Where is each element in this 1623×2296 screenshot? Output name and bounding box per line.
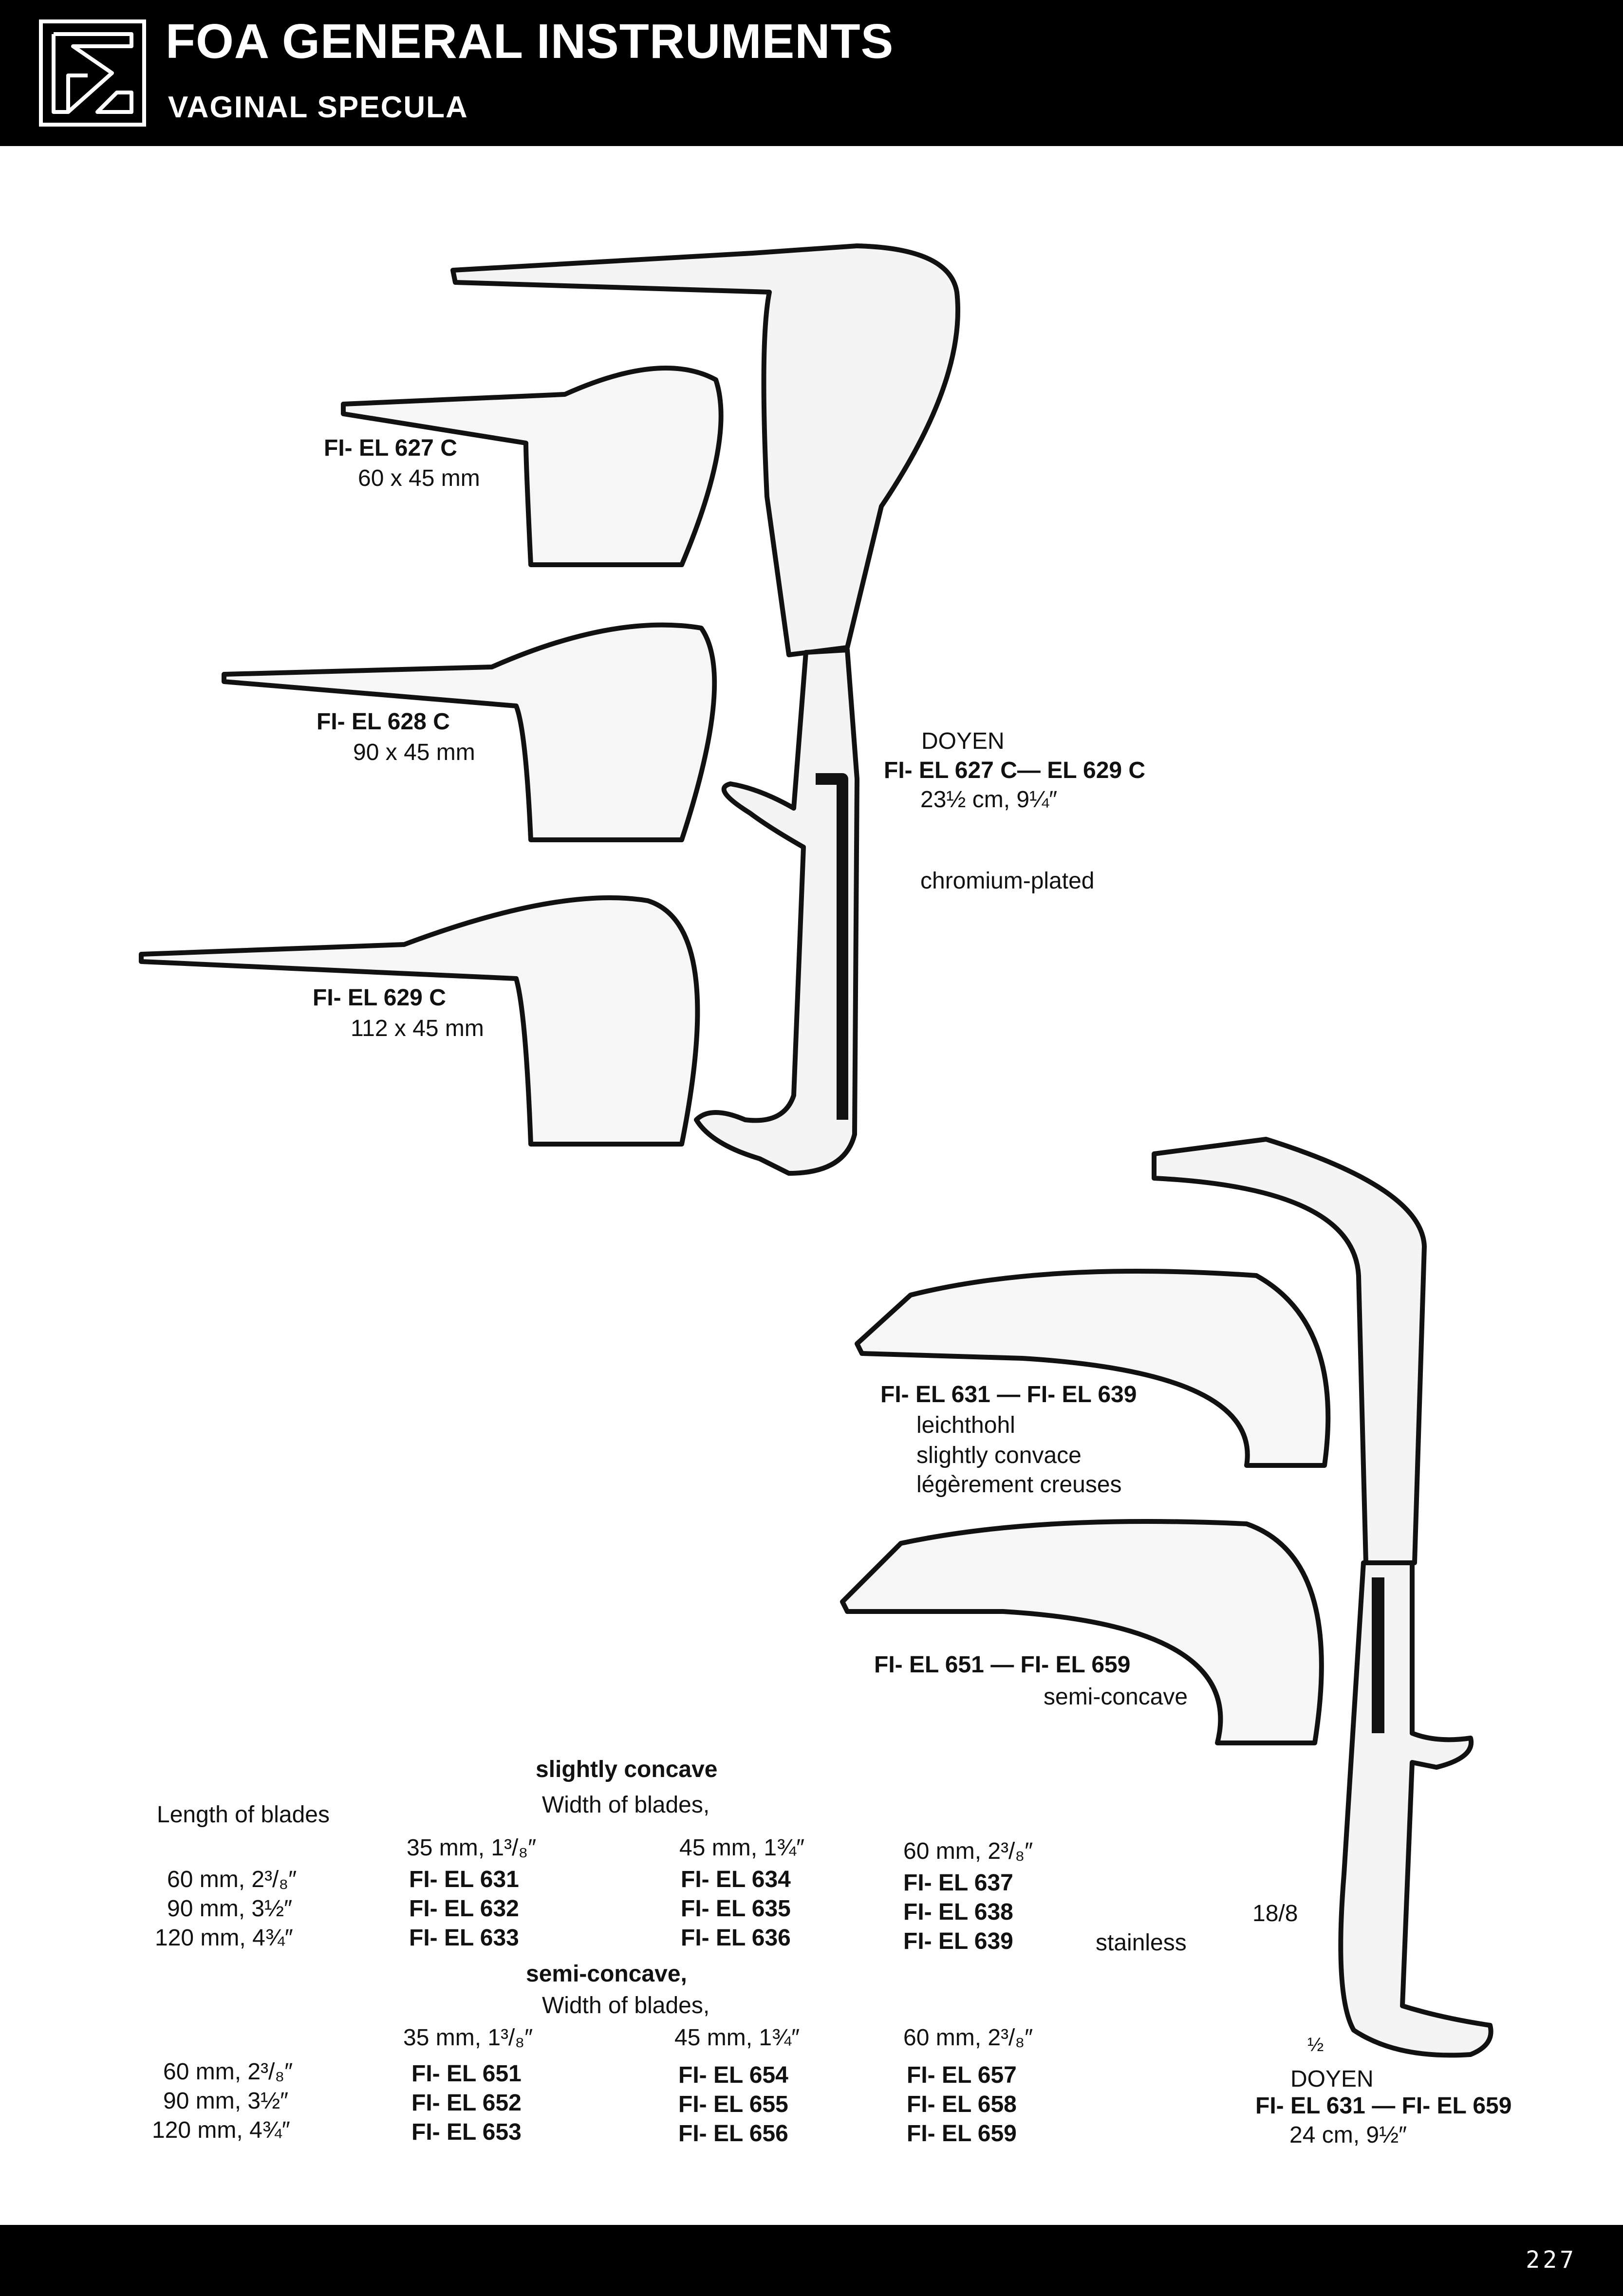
semi-width-35: 35 mm, 1³/₈″	[403, 2025, 533, 2051]
code-656: FI- EL 656	[678, 2121, 788, 2147]
slightly-fr: légèrement creuses	[916, 1472, 1122, 1498]
code-638: FI- EL 638	[903, 1899, 1013, 1925]
slightly-width-60: 60 mm, 2³/₈″	[903, 1838, 1033, 1864]
code-632: FI- EL 632	[409, 1896, 519, 1922]
code-652: FI- EL 652	[411, 2090, 522, 2116]
code-659: FI- EL 659	[907, 2121, 1017, 2147]
semi-width-45: 45 mm, 1¾″	[674, 2025, 800, 2051]
code-635: FI- EL 635	[681, 1896, 791, 1922]
semi-length-120: 120 mm, 4¾″	[152, 2117, 290, 2143]
slightly-width-35: 35 mm, 1³/₈″	[407, 1835, 537, 1861]
doyen2-fraction: ½	[1307, 2034, 1324, 2055]
blade-size-628: 90 x 45 mm	[353, 740, 475, 765]
slightly-length-60: 60 mm, 2³/₈″	[167, 1867, 297, 1892]
code-636: FI- EL 636	[681, 1925, 791, 1951]
semi-length-60: 60 mm, 2³/₈″	[163, 2059, 293, 2085]
semi-range: FI- EL 651 — FI- EL 659	[874, 1652, 1131, 1678]
slightly-length-90: 90 mm, 3½″	[167, 1896, 293, 1922]
doyen2-range: FI- EL 631 — FI- EL 659	[1255, 2093, 1512, 2119]
length-header: Length of blades	[157, 1802, 330, 1828]
slightly-de: leichthohl	[916, 1412, 1015, 1438]
code-655: FI- EL 655	[678, 2092, 788, 2117]
doyen-name: DOYEN	[921, 728, 1005, 754]
blade-size-627: 60 x 45 mm	[358, 465, 480, 491]
slightly-width-header: Width of blades,	[542, 1792, 710, 1818]
stainless-label: stainless	[1096, 1930, 1187, 1956]
doyen2-name: DOYEN	[1290, 2066, 1374, 2092]
page-number: 227	[1526, 2246, 1577, 2274]
doyen-blade-628-drawing	[224, 625, 714, 840]
doyen2-length: 24 cm, 9½″	[1289, 2122, 1407, 2148]
code-658: FI- EL 658	[907, 2092, 1017, 2117]
code-634: FI- EL 634	[681, 1867, 791, 1892]
blade-code-628: FI- EL 628 C	[317, 709, 450, 735]
semi-table-title: semi-concave,	[526, 1961, 687, 1987]
brand-title: FOA GENERAL INSTRUMENTS	[166, 14, 894, 69]
code-651: FI- EL 651	[411, 2061, 522, 2087]
page-footer	[0, 2225, 1623, 2296]
code-639: FI- EL 639	[903, 1928, 1013, 1954]
slightly-length-120: 120 mm, 4¾″	[155, 1925, 293, 1951]
code-657: FI- EL 657	[907, 2062, 1017, 2088]
code-654: FI- EL 654	[678, 2062, 788, 2088]
slightly-en: slightly convace	[916, 1443, 1082, 1468]
blade-code-629: FI- EL 629 C	[313, 985, 446, 1011]
slightly-table-title: slightly concave	[536, 1757, 718, 1782]
semi-desc: semi-concave	[1044, 1684, 1188, 1710]
code-631: FI- EL 631	[409, 1867, 519, 1892]
slightly-range: FI- EL 631 — FI- EL 639	[880, 1382, 1137, 1407]
semi-width-60: 60 mm, 2³/₈″	[903, 2025, 1033, 2051]
semi-length-90: 90 mm, 3½″	[163, 2088, 289, 2114]
semi-width-header: Width of blades,	[542, 1993, 710, 2018]
blade-code-627: FI- EL 627 C	[324, 435, 457, 461]
code-653: FI- EL 653	[411, 2119, 522, 2145]
code-637: FI- EL 637	[903, 1870, 1013, 1896]
doyen-length: 23½ cm, 9¼″	[920, 787, 1058, 813]
doyen-finish: chromium-plated	[920, 868, 1095, 894]
section-title: VAGINAL SPECULA	[168, 91, 468, 124]
blade-size-629: 112 x 45 mm	[351, 1016, 484, 1041]
code-633: FI- EL 633	[409, 1925, 519, 1951]
slightly-width-45: 45 mm, 1¾″	[679, 1835, 805, 1861]
stainless-grade: 18/8	[1252, 1901, 1298, 1926]
doyen-range: FI- EL 627 C— EL 629 C	[884, 758, 1146, 783]
